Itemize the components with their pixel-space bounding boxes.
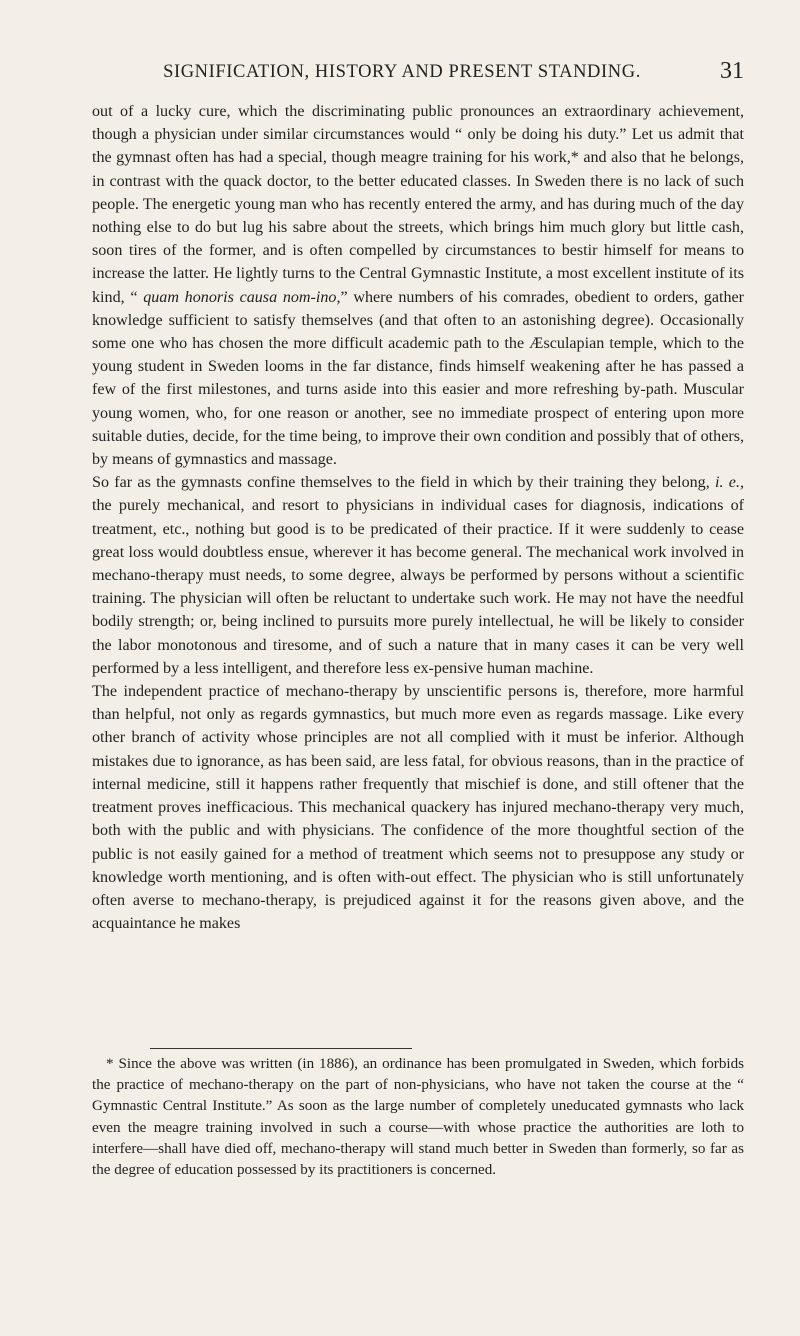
paragraph-2-text-a: So far as the gymnasts confine themselves to the field in which by their training they belong,	[92, 474, 716, 492]
paragraph-1-text-b: ” where numbers of his comrades, obedient to orders, gather knowledge sufficient to satisfy themselves (and that often to an astonishing degree). Occasionally some one who has chosen the more difficult academic path to the Æsculapian temple, which to the young student in Sweden looms in the far distance, finds himself weakening after he has passed a few of the first milestones, and turns aside into this easier and more refreshing by-path. Muscular young women, who, for one reason or another, see no immediate prospect of entering upon more suitable duties, decide, for the time being, to improve their own condition and possibly that of others, by means of gymnastics and massage.	[92, 288, 745, 469]
paragraph-1-latin-phrase: quam honoris causa nom-ino,	[143, 288, 341, 306]
running-title: SIGNIFICATION, HISTORY AND PRESENT STANDING.	[163, 62, 641, 82]
body-text	[92, 100, 744, 935]
footnote-text: * Since the above was written (in 1886), an ordinance has been promulgated in Sweden, which forbids the practice of mechano-therapy on the part of non-physicians, who have not taken the course at the “ Gymnastic Central Institute.” As soon as the large number of completely uneducated gymnasts who lack even the meagre training involved in such a course—with whose practice the authorities are loth to interfere—shall have died off, mechano-therapy will stand much better in Sweden than formerly, so far as the degree of education possessed by its practitioners is concerned.	[92, 1056, 744, 1179]
running-head	[92, 58, 744, 92]
paragraph-1-text-a: out of a lucky cure, which the discriminating public pronounces an extraordinary achievement, though a physician under similar circumstances would “ only be doing his duty.” Let us admit that the gymnast often has had a special, though meagre training for his work,* and also that he belongs, in contrast with the quack doctor, to the better educated classes. In Sweden there is no lack of such people. The energetic young man who has recently entered the army, and has during much of the day nothing else to do but lug his sabre about the streets, which brings him much glory but little cash, soon tires of the former, and is often compelled by circumstances to bestir himself for means to increase the latter. He lightly turns to the Central Gymnastic Institute, a most excellent institute of its kind, “	[92, 103, 744, 306]
footnote	[92, 1054, 744, 1181]
footnote-rule	[150, 1048, 412, 1049]
paragraph-2-text-b: the purely mechanical, and resort to physicians in individual cases for diagnosis, indications of treatment, etc., nothing but good is to be predicated of their practice. If it were suddenly to cease great loss would doubtless ensue, wherever it has become general. The mechanical work involved in mechano-therapy must needs, to some degree, always be performed by persons without a scientific training. The physician will often be reluctant to undertake such work. He may not have the needful bodily strength; or, being inclined to pursuits more purely intellectual, he will be likely to consider the labor monotonous and tiresome, and of such a nature that in many cases it can be very well performed by a less intelligent, and therefore less ex-pensive human machine.	[92, 497, 744, 677]
paragraph-2	[92, 471, 744, 680]
paragraph-1	[92, 100, 744, 471]
paragraph-3: The independent practice of mechano-therapy by unscientific persons is, therefore, more harmful than helpful, not only as regards gymnastics, but much more even as regards massage. Like every other branch of activity whose principles are not all complied with it must be inferior. Although mistakes due to ignorance, as has been said, are less fatal, for obvious reasons, than in the practice of internal medicine, still it happens rather frequently that mischief is done, and still oftener that the treatment proves inefficacious. This mechanical quackery has injured mechano-therapy very much, both with the public and with physicians. The confidence of the more thoughtful section of the public is not easily gained for a method of treatment which seems not to presuppose any study or knowledge worth mentioning, and is often with-out effect. The physician who is still unfortunately often averse to mechano-therapy, is prejudiced against it for the reasons given above, and the acquaintance he makes	[92, 683, 744, 933]
paragraph-2-abbreviation: i. e.,	[715, 474, 745, 492]
page-number: 31	[720, 58, 744, 84]
